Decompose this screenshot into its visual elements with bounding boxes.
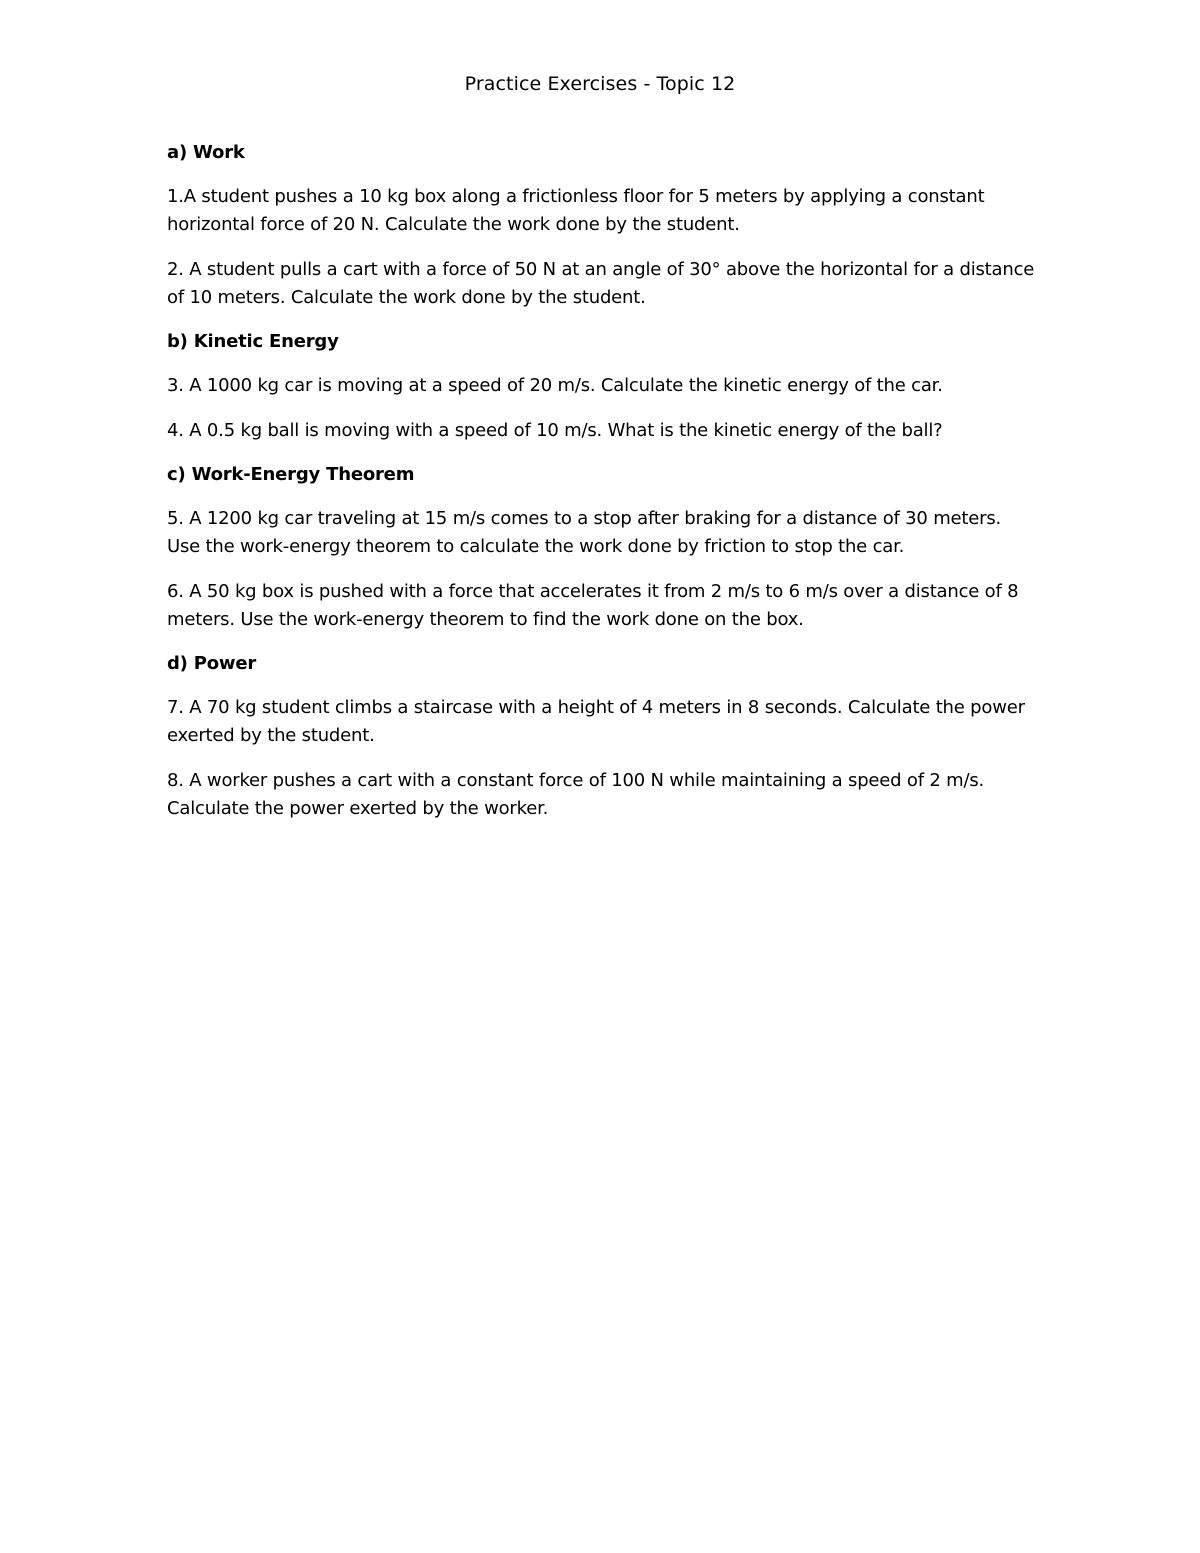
- question-7: 7. A 70 kg student climbs a staircase with a height of 4 meters in 8 seconds. Calculate the power exerted by the student.: [167, 697, 1025, 746]
- section-work: [167, 140, 1037, 312]
- question-8: 8. A worker pushes a cart with a constant force of 100 N while maintaining a speed of 2 m/s. Calculate the power exerted by the worker.: [167, 770, 985, 819]
- question-3: 3. A 1000 kg car is moving at a speed of 20 m/s. Calculate the kinetic energy of the car.: [167, 375, 943, 396]
- section-kinetic-energy: [167, 329, 1037, 445]
- section-heading: c) Work-Energy Theorem: [167, 464, 415, 485]
- exercise-list: [167, 140, 1037, 840]
- question-6: 6. A 50 kg box is pushed with a force that accelerates it from 2 m/s to 6 m/s over a distance of 8 meters. Use the work-energy theorem to find the work done on the box.: [167, 581, 1019, 630]
- question-4: 4. A 0.5 kg ball is moving with a speed of 10 m/s. What is the kinetic energy of the ball?: [167, 420, 943, 441]
- question-5: 5. A 1200 kg car traveling at 15 m/s comes to a stop after braking for a distance of 30 meters. Use the work-energy theorem to calculate the work done by friction to stop the car.: [167, 508, 1002, 557]
- question-1: 1.A student pushes a 10 kg box along a frictionless floor for 5 meters by applying a constant horizontal force of 20 N. Calculate the work done by the student.: [167, 186, 985, 235]
- section-heading: b) Kinetic Energy: [167, 331, 339, 352]
- question-2: 2. A student pulls a cart with a force of 50 N at an angle of 30° above the horizontal for a distance of 10 meters. Calculate the work done by the student.: [167, 259, 1035, 308]
- section-work-energy-theorem: [167, 462, 1037, 634]
- page-title: Practice Exercises - Topic 12: [464, 73, 736, 95]
- section-power: [167, 651, 1037, 823]
- section-heading: a) Work: [167, 142, 245, 163]
- section-heading: d) Power: [167, 653, 257, 674]
